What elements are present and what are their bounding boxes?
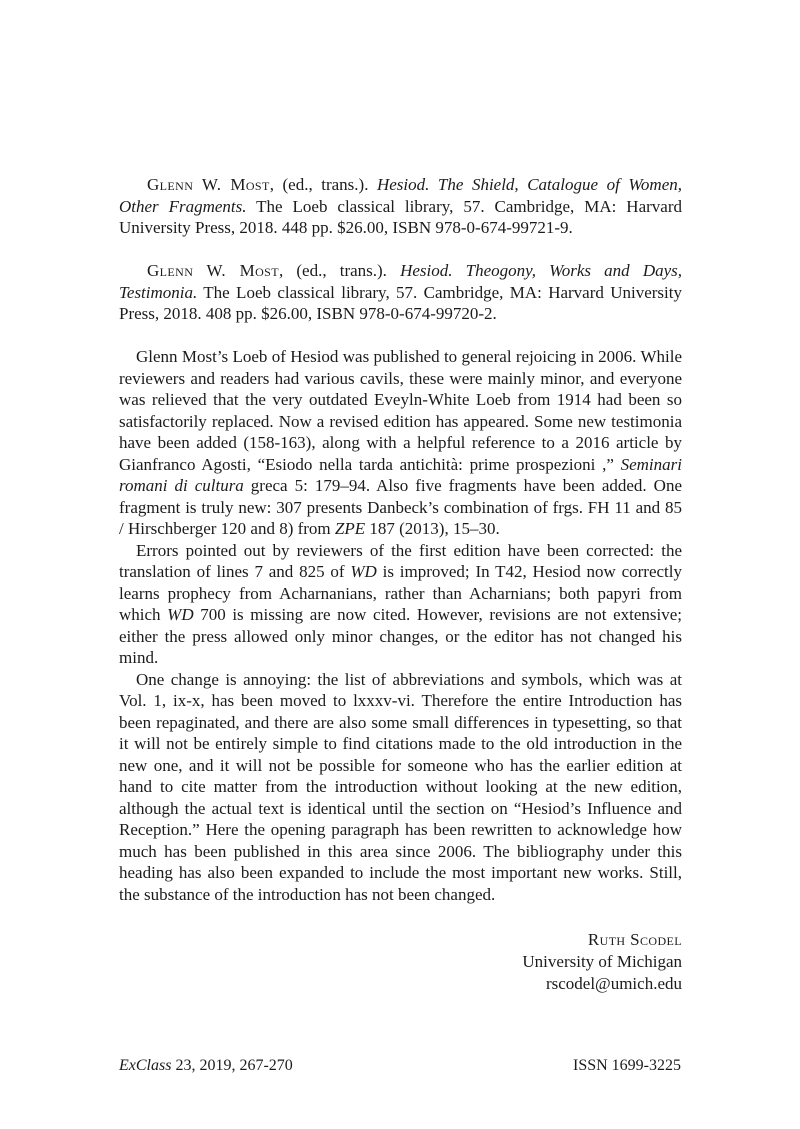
journal-citation: ExClass 23, 2019, 267-270 <box>119 1057 293 1074</box>
review-paragraph-3: One change is annoying: the list of abbreviations and symbols, which was at Vol. 1, ix-x, has been moved to lxxxv-vi. Therefore the entire Introduction has been repaginated, and there are also some small differences in typesetting, so that it will not be entirely simple to find citations made to the old introduction in the new one, and it will not be possible for someone who has the earlier edition at hand to cite matter from the introduction without looking at the new edition, although the actual text is identical until the section on “Hesiod’s Influence and Reception.” Here the opening paragraph has been rewritten to acknowledge how much has been published in this area since 2006. The bibliography under this heading has also been expanded to include the most important new works. Still, the substance of the introduction has not been changed. <box>119 669 682 904</box>
reviewer-name: Ruth Scodel <box>587 930 682 949</box>
book-citation-2: Glenn W. Most, (ed., trans.). Hesiod. Theogony, Works and Days, Testimonia. The Loeb classical library, 57. Cambridge, MA: Harvard University Press, 2018. 408 pp. $26.00, ISBN 978-0-674-99720-2. <box>119 261 683 323</box>
review-paragraph-1: Glenn Most’s Loeb of Hesiod was published to general rejoicing in 2006. While reviewers and readers had various cavils, these were mainly minor, and everyone was relieved that the very outdated Eveyln-White Loeb from 1914 had been so satisfactorily replaced. Now a revised edition has appeared. Some new testimonia have been added (158-163), along with a helpful reference to a 2016 article by Gianfranco Agosti, “Esiodo nella tarda antichità: prime prospezioni ,” Seminari romani di cultura greca 5: 179–94. Also five fragments have been added. One fragment is truly new: 307 presents Danbeck’s combination of frgs. FH 11 and 85 / Hirschberger 120 and 8) from ZPE 187 (2013), 15–30. <box>119 347 682 538</box>
signature-block <box>119 929 682 995</box>
page-footer <box>119 1056 681 1076</box>
issn-number: ISSN 1699-3225 <box>572 1057 681 1074</box>
review-paragraph-2: Errors pointed out by reviewers of the first edition have been corrected: the translation of lines 7 and 825 of WD is improved; In T42, Hesiod now correctly learns prophecy from Acharnanians, rather than Acharnians; both papyri from which WD 700 is missing are now cited. However, revisions are not extensive; either the press allowed only minor changes, or the editor has not changed his mind. <box>119 540 682 667</box>
book-citation-1: Glenn W. Most, (ed., trans.). Hesiod. The Shield, Catalogue of Women, Other Fragments. The Loeb classical library, 57. Cambridge, MA: Harvard University Press, 2018. 448 pp. $26.00, ISBN 978-0-674-99721-9. <box>119 175 682 237</box>
page-content <box>119 174 682 995</box>
reviewer-email: rscodel@umich.edu <box>545 974 682 993</box>
reviewer-affiliation: University of Michigan <box>522 952 682 971</box>
review-body <box>119 346 682 905</box>
